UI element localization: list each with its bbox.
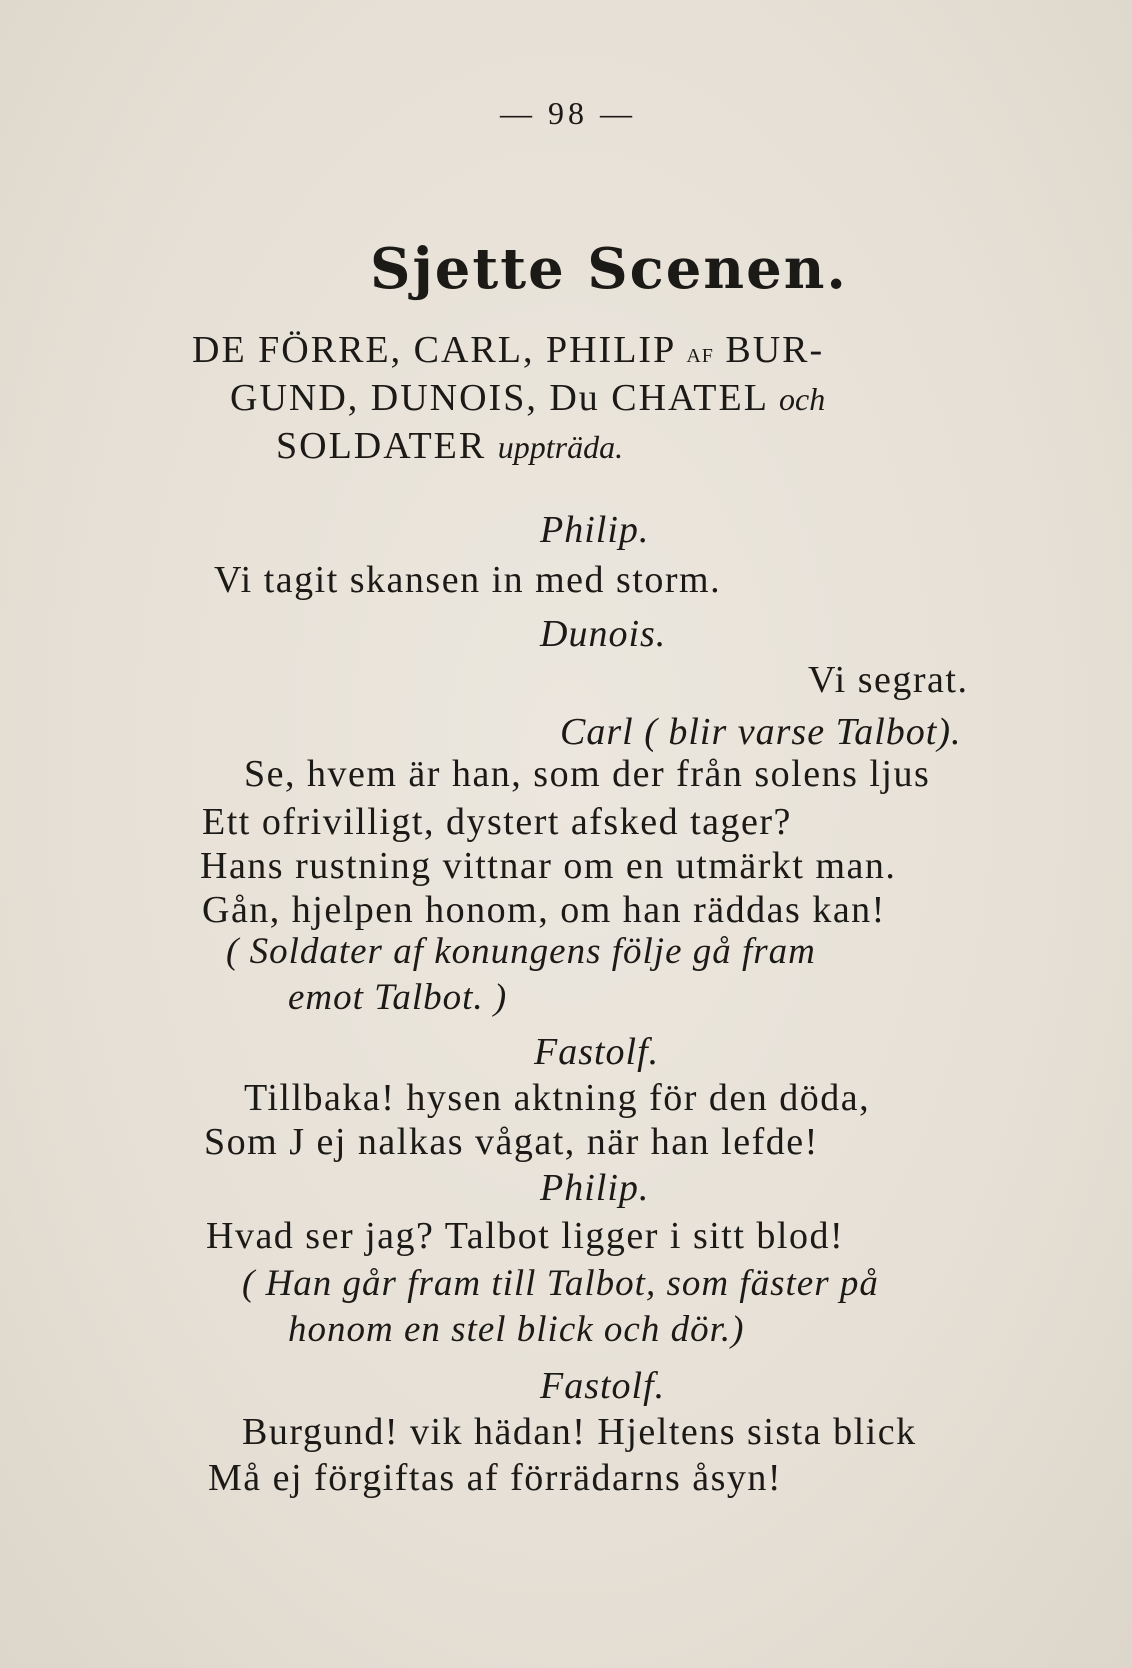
speaker-fastolf: Fastolf. (534, 1031, 660, 1073)
stage-direction: ( blir varse Talbot). (644, 711, 962, 753)
cast-af: AF (686, 345, 714, 367)
cast-soldater: SOLDATER (276, 425, 487, 467)
cast-enter: uppträda. (497, 429, 624, 465)
speaker-philip: Philip. (540, 1167, 650, 1209)
speaker-name: Carl (560, 711, 634, 753)
verse-line: Hvad ser jag? Talbot ligger i sitt blod! (206, 1215, 845, 1257)
verse-line: Gån, hjelpen honom, om han räddas kan! (202, 889, 886, 931)
cast-line-1 (192, 328, 824, 372)
verse-line: Tillbaka! hysen aktning för den döda, (244, 1077, 871, 1119)
page-number: — 98 — (500, 95, 636, 131)
stage-direction: ( Soldater af konungens följe gå fram (226, 931, 816, 972)
verse-line: Hans rustning vittnar om en utmärkt man. (200, 845, 897, 887)
scene-title: Sjette Scenen. (370, 236, 848, 302)
verse-line: Må ej förgiftas af förrädarns åsyn! (208, 1457, 783, 1499)
speaker-philip: Philip. (540, 509, 650, 551)
speaker-carl (560, 710, 961, 754)
verse-line: Vi tagit skansen in med storm. (214, 559, 722, 601)
speaker-fastolf: Fastolf. (540, 1365, 666, 1407)
verse-line: Som J ej nalkas vågat, när han lefde! (204, 1121, 819, 1163)
verse-line: Ett ofrivilligt, dystert afsked tager? (202, 801, 792, 843)
verse-line: Burgund! vik hädan! Hjeltens sista blick (242, 1411, 917, 1453)
stage-direction: emot Talbot. ) (288, 977, 508, 1018)
cast-names-2: GUND, DUNOIS, Du CHATEL (230, 377, 768, 419)
verse-line: Se, hvem är han, som der från solens ljus (244, 753, 931, 795)
cast-names-1: DE FÖRRE, CARL, PHILIP (192, 329, 675, 371)
stage-direction: honom en stel blick och dör.) (288, 1309, 745, 1350)
cast-och: och (779, 381, 826, 417)
verse-line: Vi segrat. (808, 659, 969, 701)
cast-bur: BUR- (725, 329, 825, 371)
cast-line-2 (230, 376, 825, 420)
stage-direction: ( Han går fram till Talbot, som fäster på (242, 1263, 879, 1304)
speaker-dunois: Dunois. (540, 613, 667, 655)
cast-line-3 (276, 424, 623, 468)
